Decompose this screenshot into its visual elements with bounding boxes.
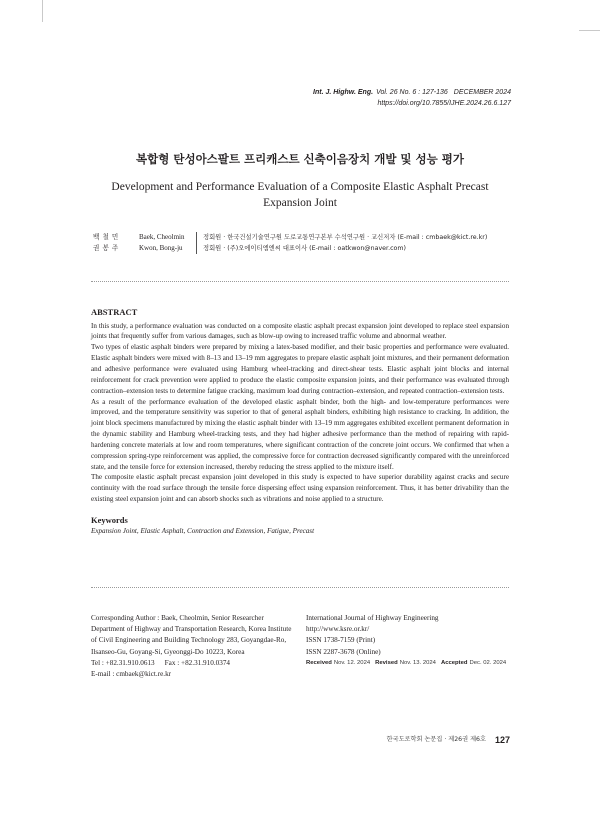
dotted-divider-top — [91, 281, 509, 282]
crop-mark-top-right — [579, 30, 600, 31]
phone-line — [91, 658, 305, 669]
keywords-text: Expansion Joint, Elastic Asphalt, Contraction and Extension, Fatigue, Precast — [91, 527, 315, 536]
correspondence-block — [91, 613, 305, 680]
abstract-section — [91, 306, 509, 537]
accepted-label: Accepted — [440, 659, 468, 666]
telephone: Tel : +82.31.910.0613 — [91, 658, 155, 667]
crop-mark-top-left — [42, 0, 43, 22]
abstract-paragraph: In this study, a performance evaluation was conducted on a composite elastic asphalt precast expansion joint developed to replace steel expansion joints that frequently suffer from various damages, such as blow-up owing to increased traffic volume and abnormal weather. — [91, 321, 509, 341]
accepted-date: Dec. 02. 2024 — [469, 659, 507, 666]
revised-date: Nov. 13. 2024 — [399, 659, 436, 666]
footer-journal-issue: 한국도로학회 논문집 · 제26권 제6호 — [386, 736, 486, 743]
title-english: Development and Performance Evaluation of a Composite Elastic Asphalt Precast Expansion Joint — [111, 181, 489, 209]
revised-label: Revised — [375, 659, 398, 666]
page-number: 127 — [494, 735, 510, 745]
issn-print: ISSN 1738-7159 (Print) — [306, 636, 376, 645]
journal-citation-line — [313, 87, 511, 98]
journal-url-link[interactable]: http://www.ksre.or.kr/ — [306, 625, 370, 634]
abstract-paragraph: The composite elastic asphalt precast expansion joint developed in this study is expected to have superior durability against cracks and secure continuity with the road surface through the tensile force dispersing effect using expansion reinforcement. Thus, it has better drivability than the existing steel expansion joint and can absorb shocks such as vibrations and noise applied to a structure. — [91, 473, 509, 504]
fax: Fax : +82.31.910.0374 — [164, 658, 231, 667]
received-date: Nov. 12. 2024 — [333, 659, 371, 666]
abstract-paragraph: As a result of the performance evaluation of the developed elastic asphalt binder, both the high- and low-temperature performances were improved, and the temperature sensitivity was superior to that of general asphalt binders, exhibiting high resistance to cracking. In addition, the joint block specimens manufactured by mixing the elastic asphalt binder with 13–19 mm aggregates exhibited excellent permanent deformation in the dynamic stability and Hamburg wheel-tracking tests, and they had higher adhesive performance than the method of repairing with rapid-hardening concrete materials at low and room temperatures, where significant contraction of the concrete joint occurs. We confirmed that when a compression spring-type reinforcement was applied, the compressive force for contraction decreased significantly compared with the unreinforced state, and the tensile force for extension increased, thereby reducing the stress applied to the mixture itself. — [91, 397, 509, 471]
title-korean: 복합형 탄성아스팔트 프리캐스트 신축이음장치 개발 및 성능 평가 — [136, 152, 464, 166]
author-2-affiliation: 정회원 · (주)오에이티엠엔씨 대표이사 (E-mail : oatkwon@naver.com) — [196, 243, 487, 254]
received-label: Received — [306, 659, 332, 666]
author-1-name-korean: 백 철 민 — [93, 233, 119, 241]
corresponding-author: Corresponding Author : Baek, Cheolmin, Senior Researcher — [91, 614, 264, 622]
abstract-heading: ABSTRACT — [91, 307, 138, 317]
journal-name: International Journal of Highway Engineering — [306, 614, 439, 622]
author-1-affiliation: 정회원 · 한국건설기술연구원 도로교통연구본부 수석연구원 · 교신저자 (E-mail : cmbaek@kict.re.kr) — [196, 232, 487, 243]
author-2-name-english: Kwon, Bong-ju — [139, 244, 183, 252]
journal-volume: Vol. 26 No. 6 : 127-136 — [376, 89, 448, 96]
issn-online: ISSN 2287-3678 (Online) — [306, 647, 381, 656]
author-2-name-korean: 권 봉 주 — [93, 244, 119, 252]
author-1-name-english: Baek, Cheolmin — [139, 233, 185, 241]
page-footer — [387, 734, 510, 746]
submission-dates — [306, 658, 511, 669]
doi-link[interactable]: https://doi.org/10.7855/IJHE.2024.26.6.127 — [377, 100, 511, 107]
dotted-divider-bottom — [91, 587, 509, 588]
journal-date: DECEMBER 2024 — [453, 89, 511, 96]
abstract-paragraph: Two types of elastic asphalt binders were prepared by mixing a latex-based modifier, and their basic properties and performance were evaluated. Elastic asphalt binders were mixed with 8–13 and 13–19 mm aggregates to prepare elastic asphalt joint mixtures, and their permanent deformation and adhesive performance were evaluated using Hamburg wheel-tracking and direct-shear tests. Elastic asphalt joint blocks and internal reinforcement for crack prevention were applied to produce the elastic composite expansion joints, and their performance was evaluated through contraction–extension tests to determine fatigue cracking, maximum load during contraction–extension, and repeated contraction–extension tests. — [91, 343, 509, 395]
corresponding-email: E-mail : cmbaek@kict.re.kr — [91, 670, 172, 679]
journal-info-block — [306, 613, 511, 669]
journal-header — [313, 87, 511, 109]
journal-abbreviation: Int. J. Highw. Eng. — [313, 89, 374, 96]
address-line: Ilsanseo-Gu, Goyang-Si, Gyeonggi-Do 10223, Korea — [91, 647, 245, 656]
author-list — [91, 232, 487, 254]
address-line: Department of Highway and Transportation Research, Korea Institute — [91, 625, 292, 634]
address-line: of Civil Engineering and Building Technology 283, Goyangdae-Ro, — [91, 636, 287, 645]
keywords-heading: Keywords — [91, 515, 128, 526]
